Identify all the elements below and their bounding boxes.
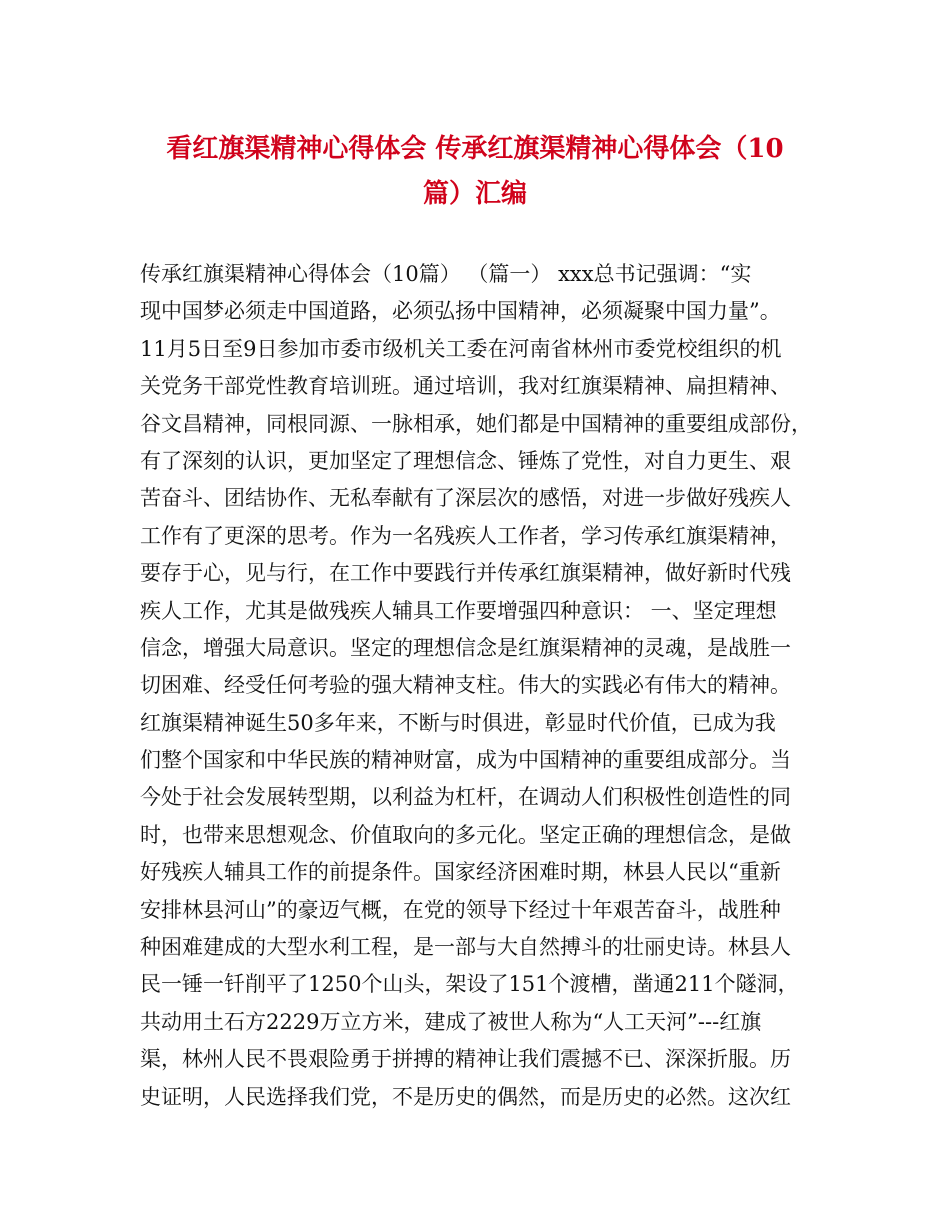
body-line: 们整个国家和中华民族的精神财富，成为中国精神的重要组成部分。当 <box>140 748 791 773</box>
body-line: 民一锤一钎削平了1250个山头，架设了151个渡槽，凿通211个隧洞， <box>140 972 799 997</box>
body-line: 安排林县河山”的豪迈气概，在党的领导下经过十年艰苦奋斗，战胜种 <box>140 897 781 922</box>
body-line: 共动用土石方2229万立方米，建成了被世人称为“人工天河”---红旗 <box>140 1009 762 1034</box>
body-line: 苦奋斗、团结协作、无私奉献有了深层次的感悟，对进一步做好残疾人 <box>140 486 791 511</box>
body-line: 史证明，人民选择我们党，不是历史的偶然，而是历史的必然。这次红 <box>140 1084 791 1109</box>
body-line: 传承红旗渠精神心得体会（10篇） （篇一） xxx总书记强调：“实 <box>140 262 752 286</box>
body-line: 种困难建成的大型水利工程，是一部与大自然搏斗的壮丽史诗。林县人 <box>140 935 791 960</box>
body-line: 好残疾人辅具工作的前提条件。国家经济困难时期，林县人民以“重新 <box>140 860 781 885</box>
body-line: 红旗渠精神诞生50多年来，不断与时俱进，彰显时代价值，已成为我 <box>140 710 776 735</box>
body-line: 要存于心，见与行，在工作中要践行并传承红旗渠精神，做好新时代残 <box>140 561 791 586</box>
body-line: 11月5日至9日参加市委市级机关工委在河南省林州市委党校组织的机 <box>140 336 782 361</box>
body-line: 疾人工作，尤其是做残疾人辅具工作要增强四种意识： 一、坚定理想 <box>140 598 777 623</box>
body-line: 工作有了更深的思考。作为一名残疾人工作者，学习传承红旗渠精神， <box>140 523 791 548</box>
body-line: 谷文昌精神，同根同源、一脉相承，她们都是中国精神的重要组成部份， <box>140 411 812 436</box>
body-line: 时，也带来思想观念、价值取向的多元化。坚定正确的理想信念，是做 <box>140 822 791 847</box>
body-line: 今处于社会发展转型期，以利益为杠杆，在调动人们积极性创造性的同 <box>140 785 791 810</box>
body-line: 信念，增强大局意识。坚定的理想信念是红旗渠精神的灵魂，是战胜一 <box>140 635 791 660</box>
document-title-line-1: 看红旗渠精神心得体会 传承红旗渠精神心得体会（10 <box>166 134 784 164</box>
body-line: 现中国梦必须走中国道路，必须弘扬中国精神，必须凝聚中国力量”。 <box>140 299 781 324</box>
document-body <box>140 256 830 1116</box>
body-line: 关党务干部党性教育培训班。通过培训，我对红旗渠精神、扁担精神、 <box>140 374 791 399</box>
body-line: 有了深刻的认识，更加坚定了理想信念、锤炼了党性，对自力更生、艰 <box>140 448 791 473</box>
body-line: 渠，林州人民不畏艰险勇于拼搏的精神让我们震撼不已、深深折服。历 <box>140 1047 791 1072</box>
document-title-line-2: 篇）汇编 <box>422 179 527 209</box>
body-line: 切困难、经受任何考验的强大精神支柱。伟大的实践必有伟大的精神。 <box>140 673 791 698</box>
